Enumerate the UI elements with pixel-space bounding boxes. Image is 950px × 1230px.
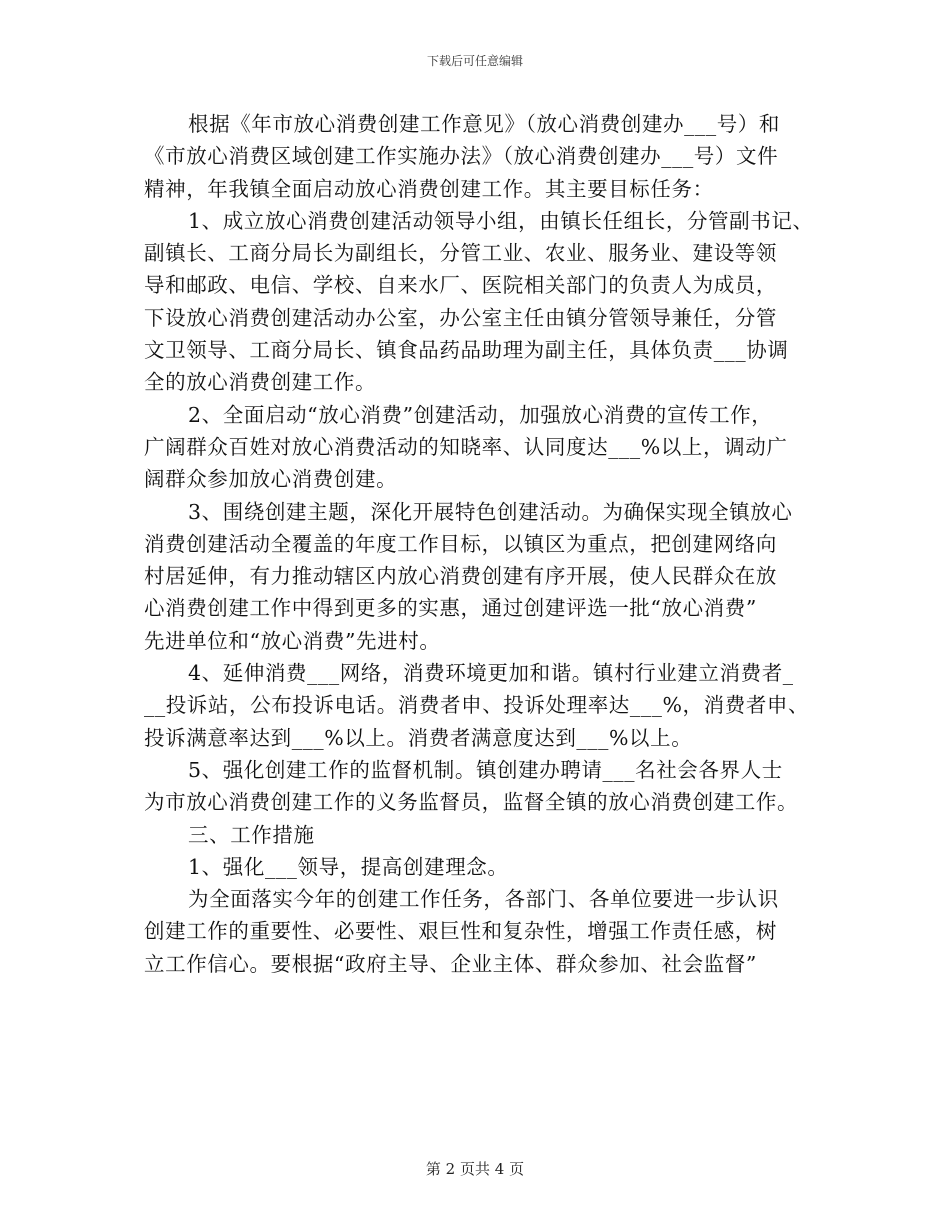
paragraph-line: 《市放心消费区域创建工作实施办法》（放心消费创建办___号）文件 — [144, 144, 779, 169]
paragraph-line: 1、成立放心消费创建活动领导小组，由镇长任组长，分管副书记、 — [188, 208, 814, 233]
paragraph-line: 4、延伸消费___网络，消费环境更加和谐。镇村行业建立消费者_ — [188, 661, 794, 686]
paragraph-line: 2、全面启动“放心消费”创建活动，加强放心消费的宣传工作， — [188, 402, 773, 427]
paragraph-line: __投诉站，公布投诉电话。消费者申、投诉处理率达___%，消费者申、 — [144, 693, 810, 718]
document-body — [144, 108, 824, 980]
paragraph-line: 村居延伸，有力推动辖区内放心消费创建有序开展，使人民群众在放 — [144, 564, 777, 589]
paragraph-line: 为全面落实今年的创建工作任务，各部门、各单位要进一步认识 — [188, 887, 779, 912]
paragraph-line: 副镇长、工商分局长为副组长，分管工业、农业、服务业、建设等领 — [144, 241, 777, 266]
paragraph-line: 创建工作的重要性、必要性、艰巨性和复杂性，增强工作责任感，树 — [144, 919, 777, 944]
paragraph-line: 投诉满意率达到___%以上。消费者满意度达到___%以上。 — [144, 725, 693, 750]
page-number: 第 2 页共 4 页 — [425, 1160, 525, 1178]
paragraph-line: 消费创建活动全覆盖的年度工作目标，以镇区为重点，把创建网络向 — [144, 531, 777, 556]
subsection-heading: 1、强化___领导，提高创建理念。 — [188, 854, 509, 879]
paragraph-line: 全的放心消费创建工作。 — [144, 370, 377, 395]
paragraph-line: 3、围绕创建主题，深化开展特色创建活动。为确保实现全镇放心 — [188, 499, 793, 524]
paragraph-line: 文卫领导、工商分局长、镇食品药品助理为副主任，具体负责___协调 — [144, 338, 789, 363]
page-header-note: 下载后可任意编辑 — [426, 54, 523, 68]
paragraph-line: 心消费创建工作中得到更多的实惠，通过创建评选一批“放心消费” — [144, 596, 757, 621]
paragraph-line: 广阔群众百姓对放心消费活动的知晓率、认同度达___%以上，调动广 — [144, 434, 788, 459]
paragraph-line: 为市放心消费创建工作的义务监督员，监督全镇的放心消费创建工作。 — [144, 790, 799, 815]
paragraph-line: 精神，年我镇全面启动放心消费创建工作。其主要目标任务： — [144, 176, 714, 201]
paragraph-line: 导和邮政、电信、学校、自来水厂、医院相关部门的负责人为成员， — [144, 273, 777, 298]
paragraph-line: 阔群众参加放心消费创建。 — [144, 467, 398, 492]
paragraph-line: 立工作信心。要根据“政府主导、企业主体、群众参加、社会监督” — [144, 951, 757, 976]
section-heading: 三、工作措施 — [188, 822, 315, 847]
paragraph-line: 下设放心消费创建活动办公室，办公室主任由镇分管领导兼任，分管 — [144, 305, 777, 330]
paragraph-line: 先进单位和“放心消费”先进村。 — [144, 628, 441, 653]
paragraph-line: 5、强化创建工作的监督机制。镇创建办聘请___名社会各界人士 — [188, 757, 783, 782]
paragraph-line: 根据《年市放心消费创建工作意见》（放心消费创建办___号）和 — [188, 112, 780, 136]
